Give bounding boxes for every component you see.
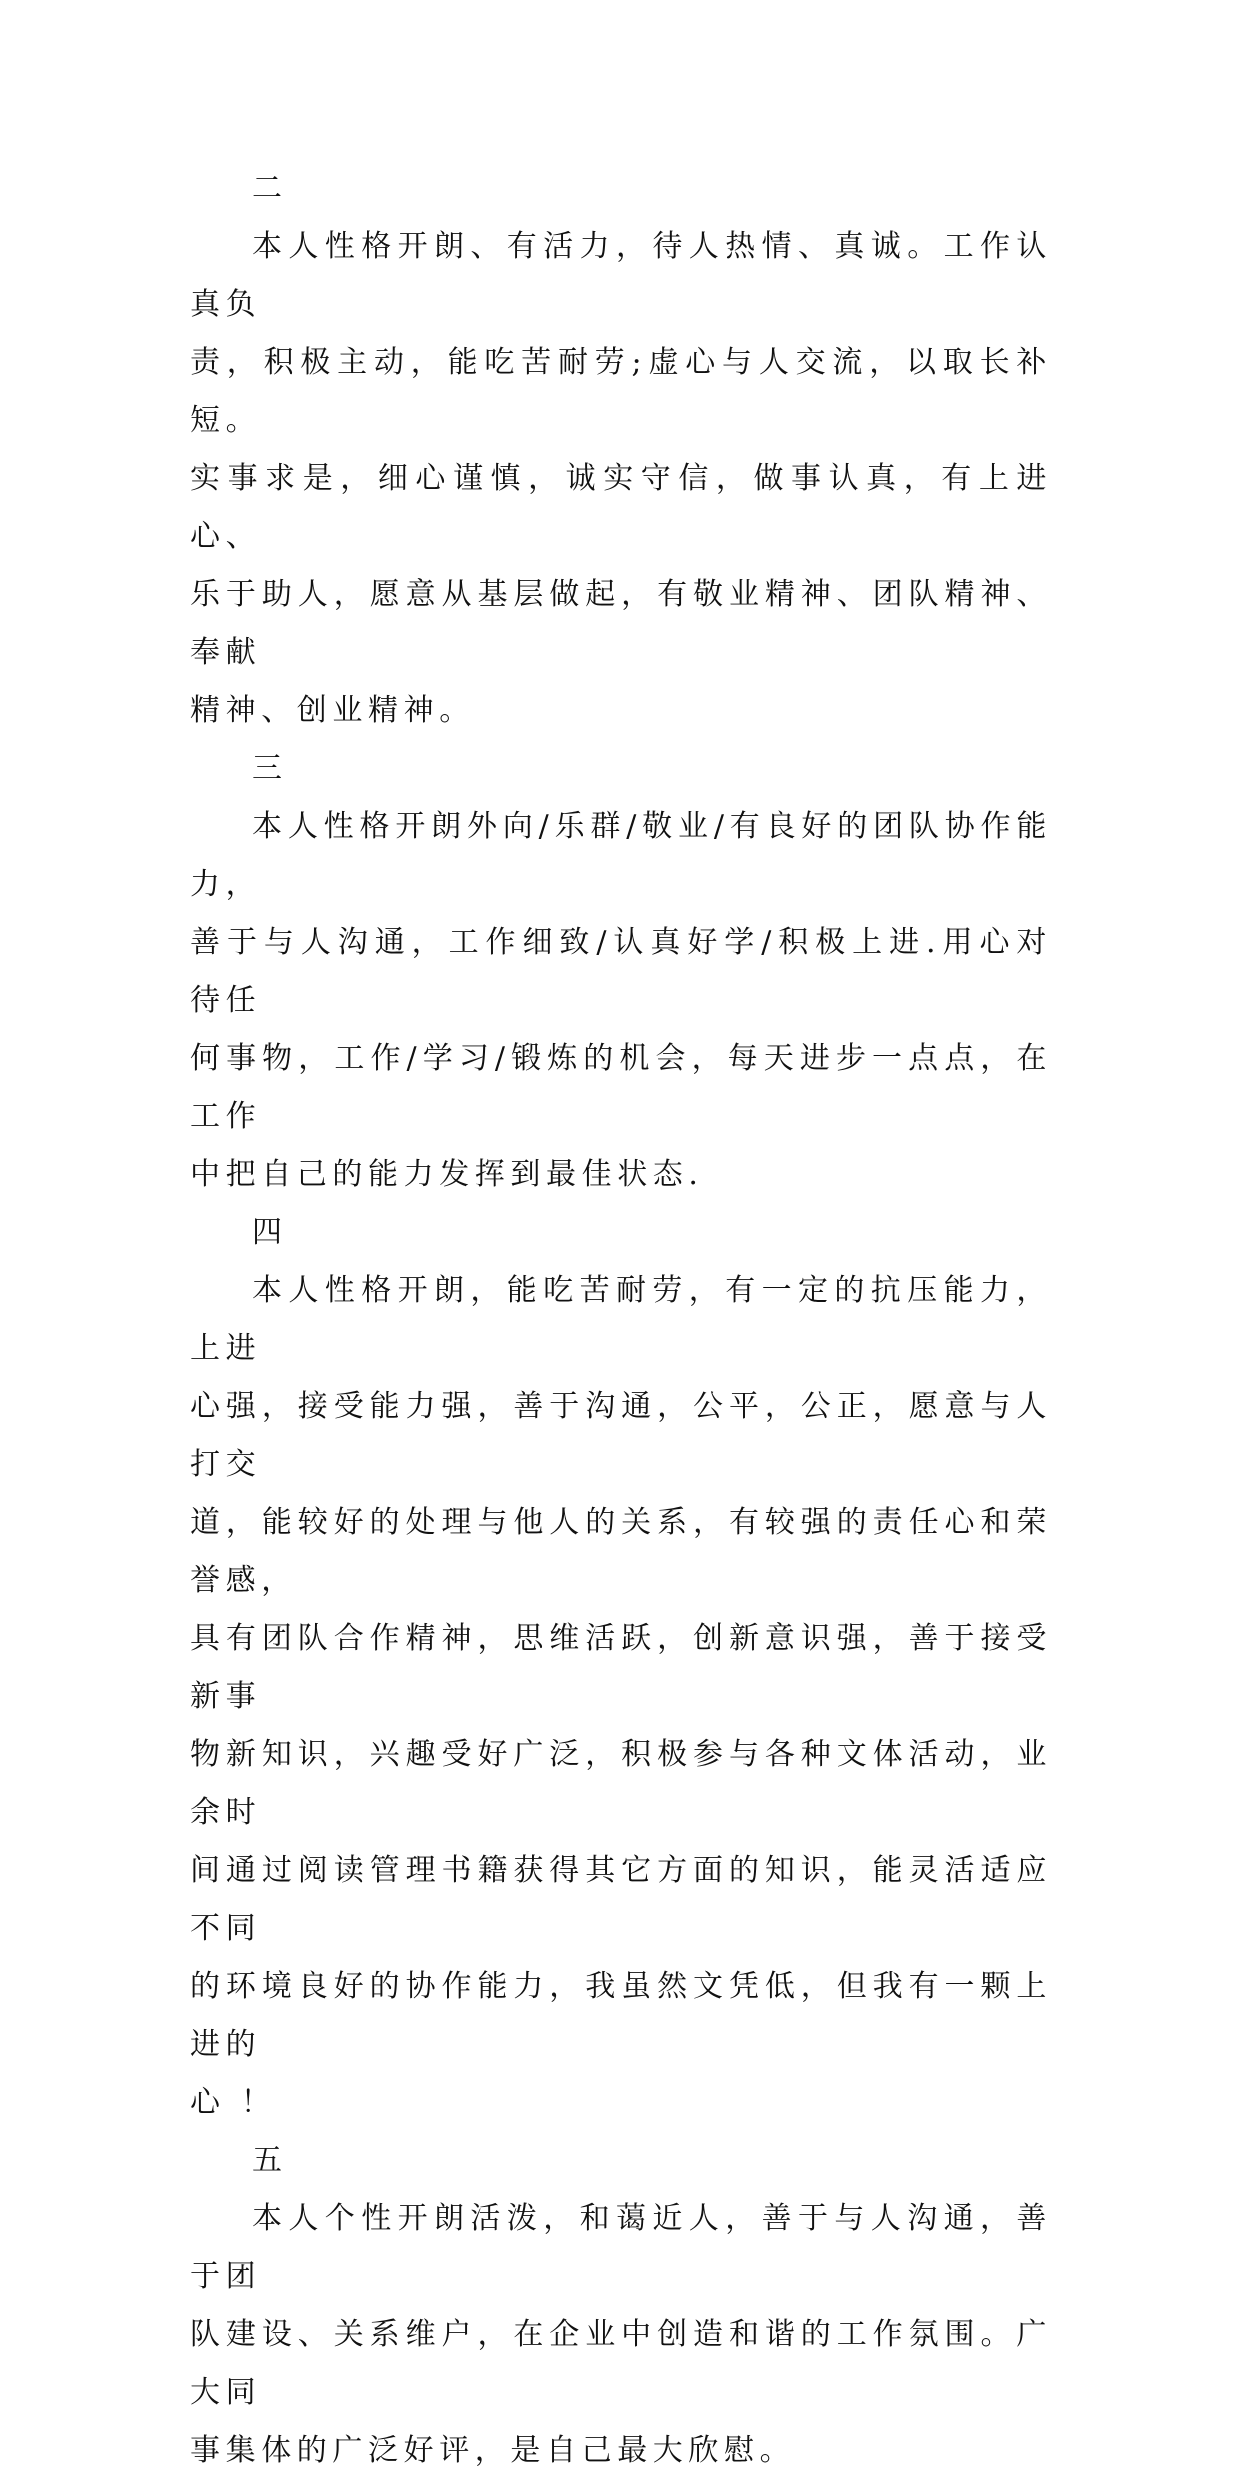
section-number: 二 [252,171,282,206]
section-number: 四 [252,1215,282,1250]
section-number: 五 [252,2143,282,2178]
section-paragraph: 本人性格开朗外向/乐群/敬业/有良好的团队协作能力， 善于与人沟通，工作细致/认真好学/积极上进.用心对待任 何事物，工作/学习/锻炼的机会，每天进步一点点，在工作 中把自己的能力发挥到最佳状态. [190,809,1052,1192]
section-paragraph: 本人性格开朗、有活力，待人热情、真诚。工作认真负 责，积极主动，能吃苦耐劳;虚心与人交流，以取长补短。 实事求是，细心谨慎，诚实守信，做事认真，有上进心、 乐于助人，愿意从基层做起，有敬业精神、团队精神、奉献 精神、创业精神。 [190,229,1052,728]
document-body [190,160,1052,2480]
section-number: 三 [252,751,282,786]
section-paragraph: 本人性格开朗，能吃苦耐劳，有一定的抗压能力，上进 心强，接受能力强，善于沟通，公平，公正，愿意与人打交 道，能较好的处理与他人的关系，有较强的责任心和荣誉感， 具有团队合作精神，思维活跃，创新意识强，善于接受新事 物新知识，兴趣受好广泛，积极参与各种文体活动，业余时 间通过阅读管理书籍获得其它方面的知识，能灵活适应不同 的环境良好的协作能力，我虽然文凭低，但我有一颗上进的 心 ！ [190,1273,1052,2120]
section-paragraph: 本人个性开朗活泼，和蔼近人，善于与人沟通，善于团 队建设、关系维户，在企业中创造和谐的工作氛围。广大同 事集体的广泛好评，是自己最大欣慰。 [190,2201,1052,2468]
